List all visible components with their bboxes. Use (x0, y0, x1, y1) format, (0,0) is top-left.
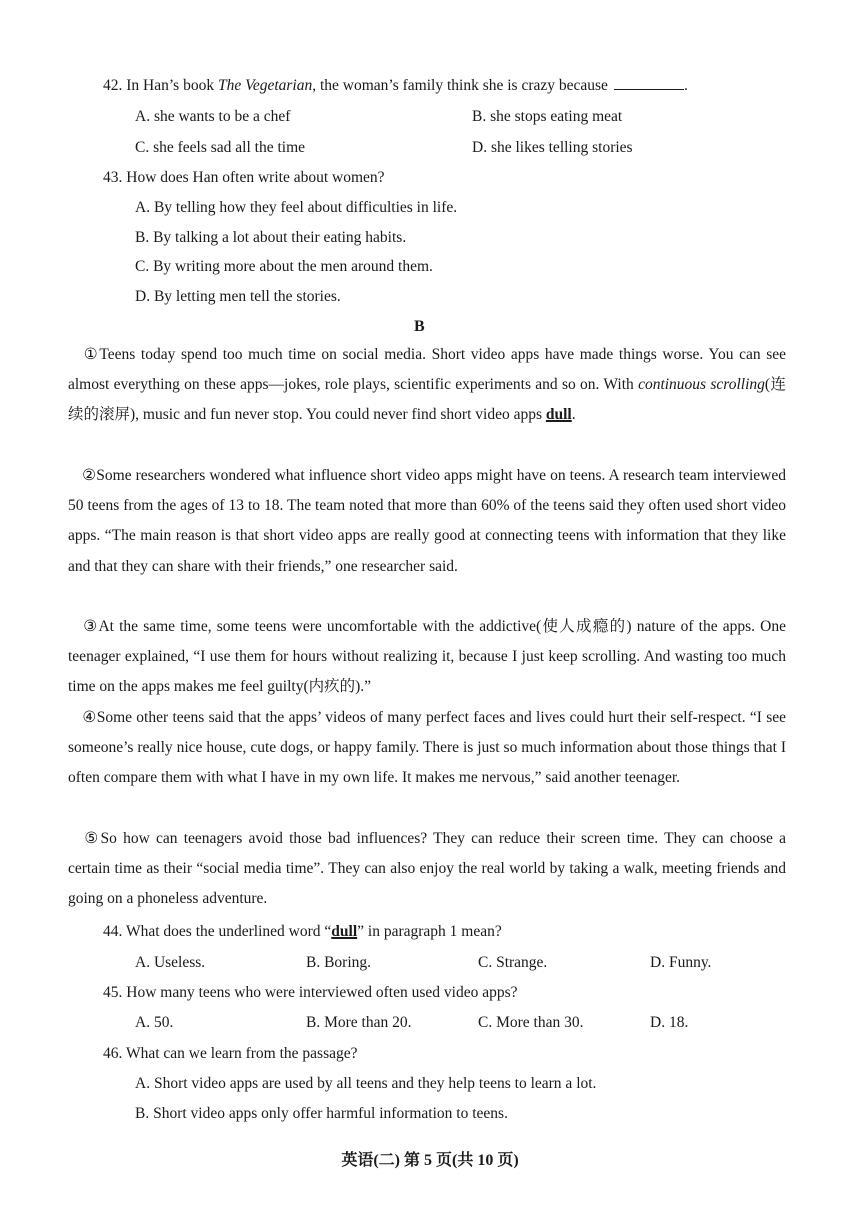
option-43-b: B. By talking a lot about their eating habits. (135, 229, 407, 246)
question-44-word: dull (331, 923, 358, 940)
option-46-a: A. Short video apps are used by all teens and they help teens to learn a lot. (135, 1075, 597, 1092)
paragraph-3 (68, 612, 786, 703)
paragraph-2 (68, 461, 786, 582)
paragraph-5-text: ⑤So how can teenagers avoid those bad influences? They can reduce their screen time. They can choose a certain time as their “social media time”. They can also enjoy the real world by taking a walk, meeting friends and going on a phoneless adventure. (68, 830, 786, 908)
paragraph-1-gloss: (连续的滚屏) (68, 376, 786, 424)
paragraph-1-mid: , music and fun never stop. You could never find short video apps (135, 406, 546, 424)
option-45-a: A. 50. (135, 1014, 174, 1031)
question-46: 46. What can we learn from the passage? (103, 1045, 358, 1062)
option-45-b: B. More than 20. (306, 1014, 412, 1031)
option-42-c: C. she feels sad all the time (135, 139, 306, 156)
option-43-c: C. By writing more about the men around them. (135, 258, 433, 275)
question-45: 45. How many teens who were interviewed often used video apps? (103, 984, 518, 1001)
paragraph-1-end: . (571, 406, 576, 424)
option-45-c: C. More than 30. (478, 1014, 584, 1031)
option-42-b: B. she stops eating meat (472, 108, 623, 125)
question-44-post: ” in paragraph 1 mean? (357, 923, 502, 940)
question-42 (103, 77, 688, 95)
paragraph-3-text: ③At the same time, some teens were uncomfortable with the addictive(使人成瘾的) nature of the apps. One teenager explained, “I use them for hours without realizing it, because I just keep scrolling. And wasting too much time on the apps makes me feel guilty(内疚的).” (68, 618, 786, 696)
option-43-a: A. By telling how they feel about difficulties in life. (135, 199, 458, 216)
option-44-c: C. Strange. (478, 954, 548, 971)
option-44-b: B. Boring. (306, 954, 372, 971)
paragraph-1-lead: ①Teens today spend too much time on social media. Short video apps have made things worse. You can see almost everything on these apps—jokes, role plays, scientific experiments and so on. With (68, 346, 786, 394)
paragraph-5 (68, 824, 786, 915)
paragraph-2-text: ②Some researchers wondered what influence short video apps might have on teens. A research team interviewed 50 teens from the ages of 13 to 18. The team noted that more than 60% of the teens said they often used short video apps. “The main reason is that short video apps are really good at connecting teens with information that they like and that they can share with their friends,” one researcher said. (68, 467, 786, 575)
paragraph-1-term: continuous scrolling (638, 376, 765, 394)
question-44 (103, 923, 502, 941)
option-44-a: A. Useless. (135, 954, 206, 971)
option-46-b: B. Short video apps only offer harmful information to teens. (135, 1105, 508, 1122)
underlined-word-dull: dull (545, 406, 572, 424)
question-43: 43. How does Han often write about women? (103, 169, 385, 186)
option-42-a: A. she wants to be a chef (135, 108, 291, 125)
question-42-post: , the woman’s family think she is crazy because (312, 77, 608, 94)
question-42-number: 42. (103, 77, 123, 94)
question-42-end: . (683, 77, 688, 94)
answer-blank (614, 89, 684, 90)
option-45-d: D. 18. (650, 1014, 689, 1031)
page-footer: 英语(二) 第 5 页(共 10 页) (341, 1152, 519, 1169)
option-44-d: D. Funny. (650, 954, 712, 971)
paragraph-1 (68, 340, 786, 431)
paragraph-4 (68, 703, 786, 794)
question-44-pre: 44. What does the underlined word “ (103, 923, 332, 940)
question-42-book-title: The Vegetarian (217, 77, 313, 94)
section-heading: B (414, 318, 425, 335)
paragraph-4-text: ④Some other teens said that the apps’ videos of many perfect faces and lives could hurt their self-respect. “I see someone’s really nice house, cute dogs, or happy family. There is just so much information about those things that I often compare them with what I have in my own life. It makes me nervous,” said another teenager. (68, 709, 786, 787)
question-42-pre: In Han’s book (126, 77, 218, 94)
option-42-d: D. she likes telling stories (472, 139, 633, 156)
option-43-d: D. By letting men tell the stories. (135, 288, 341, 305)
